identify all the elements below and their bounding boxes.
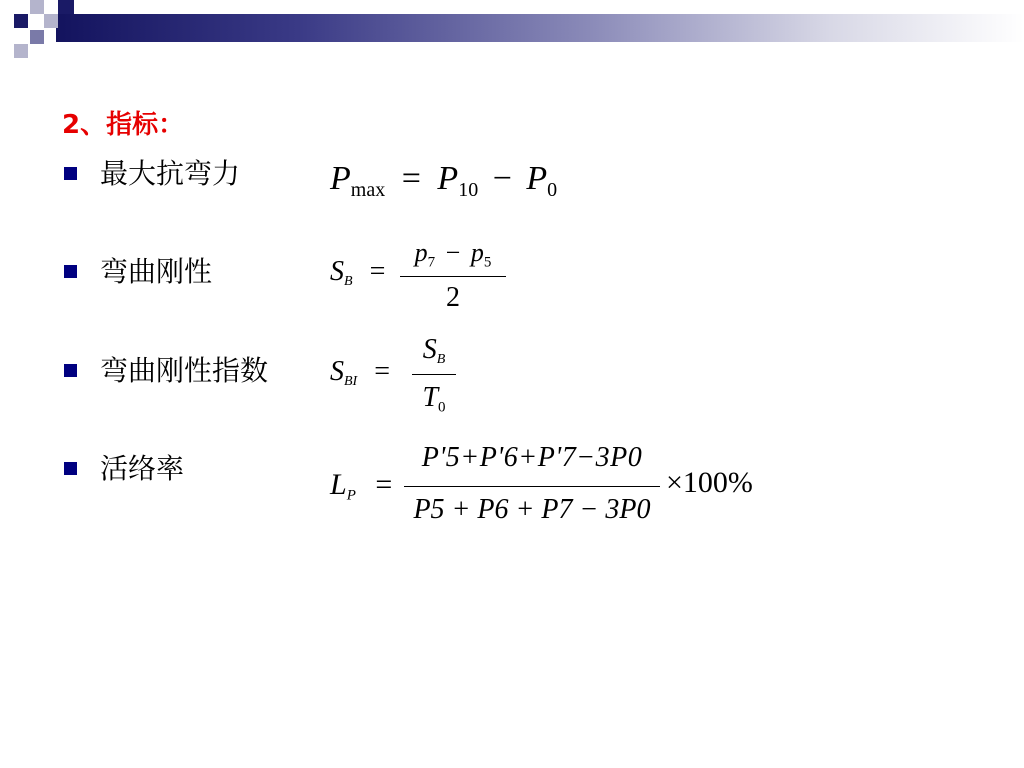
- formula-bending-stiffness: $S_B$ =: [330, 256, 386, 289]
- item-label-flexibility-rate: 活络率: [100, 452, 185, 485]
- item-label-max-bending-force: 最大抗弯力: [100, 157, 241, 190]
- fraction-bar: [412, 374, 456, 375]
- fraction-bar: [404, 486, 660, 487]
- bullet-icon: [64, 167, 77, 180]
- percent-factor: ×100%: [666, 466, 753, 499]
- decor-square: [30, 30, 44, 44]
- fraction-denominator: 2: [446, 282, 460, 313]
- section-title: 2、指标：: [62, 110, 185, 140]
- header-gradient-bar: [56, 14, 1024, 42]
- decor-square: [14, 44, 28, 58]
- bullet-icon: [64, 462, 77, 475]
- decor-square: [14, 14, 28, 28]
- decor-square: [44, 14, 58, 28]
- formula-flexibility-rate: $L_P$ =: [330, 468, 393, 504]
- formula-max-bending-force: $P_{max} = P_{10} - P_0$: [330, 160, 558, 201]
- bullet-icon: [64, 265, 77, 278]
- item-label-bending-stiffness-index: 弯曲刚性指数: [100, 354, 269, 387]
- fraction-denominator: $T_0$: [422, 382, 446, 416]
- fraction-numerator: $S_B$: [422, 334, 446, 367]
- item-label-bending-stiffness: 弯曲刚性: [100, 255, 213, 288]
- fraction-bar: [400, 276, 506, 277]
- formula-bending-stiffness-index: $S_{BI}$ =: [330, 356, 391, 389]
- decor-square: [30, 0, 44, 14]
- fraction-denominator: P5 + P6 + P7 − 3P0: [413, 494, 651, 525]
- bullet-icon: [64, 364, 77, 377]
- fraction-numerator: P'5+P'6+P'7−3P0: [421, 442, 643, 473]
- decor-square: [58, 0, 74, 14]
- fraction-numerator: $p_7 - p_5$: [414, 238, 492, 271]
